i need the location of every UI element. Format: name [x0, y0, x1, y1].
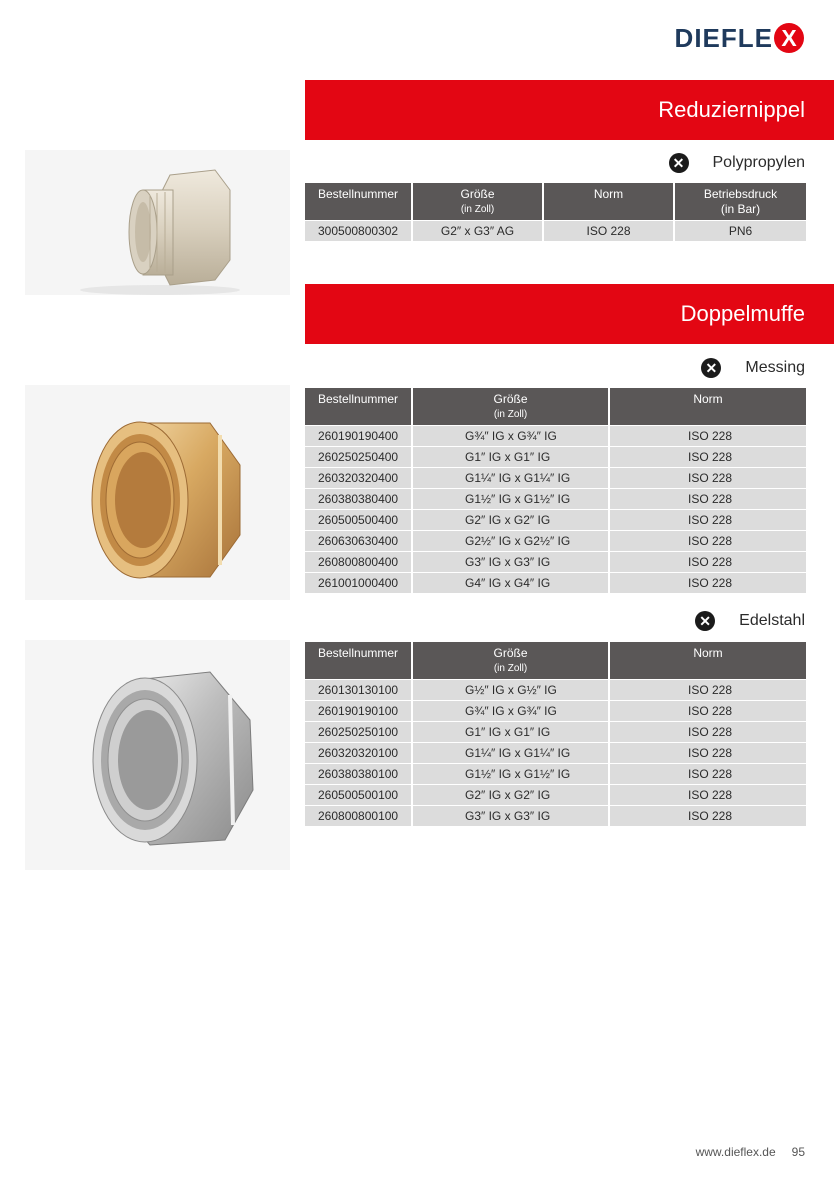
- table-row: [305, 572, 806, 593]
- section-title: Doppelmuffe: [680, 301, 805, 326]
- cell-norm: ISO 228: [610, 446, 806, 467]
- table-row: [305, 467, 806, 488]
- table-header-row: [305, 388, 806, 425]
- cell-norm: ISO 228: [610, 530, 806, 551]
- cell-bestellnummer: 260800800100: [305, 805, 413, 826]
- cell-groesse: G2½″ IG x G2½″ IG: [413, 530, 610, 551]
- col-header-bestellnummer: Bestellnummer: [305, 388, 413, 425]
- section-banner-reduziernippel: [305, 80, 834, 140]
- cell-groesse: G1¼″ IG x G1¼″ IG: [413, 467, 610, 488]
- x-circle-icon: ✕: [701, 358, 721, 378]
- material-name: Polypropylen: [712, 154, 805, 171]
- section-title: Reduziernippel: [658, 97, 805, 122]
- cell-groesse: G1¼″ IG x G1¼″ IG: [413, 742, 610, 763]
- cell-norm: ISO 228: [610, 679, 806, 700]
- col-header-betriebsdruck: Betriebsdruck (in Bar): [675, 183, 806, 220]
- reduziernippel-photo: [25, 150, 290, 295]
- table-header-row: [305, 183, 806, 220]
- cell-norm: ISO 228: [610, 551, 806, 572]
- table-row: [305, 721, 806, 742]
- section-banner-doppelmuffe: [305, 284, 834, 344]
- cell-norm: ISO 228: [610, 742, 806, 763]
- cell-groesse: G½″ IG x G½″ IG: [413, 679, 610, 700]
- steel-doppelmuffe-photo: [25, 640, 290, 870]
- cell-groesse: G1½″ IG x G1½″ IG: [413, 763, 610, 784]
- logo-wordmark: DIEFLE: [674, 22, 773, 53]
- table-doppelmuffe-edelstahl: [305, 642, 806, 826]
- cell-groesse: G1½″ IG x G1½″ IG: [413, 488, 610, 509]
- cell-norm: ISO 228: [610, 509, 806, 530]
- logo-x-mark: X: [774, 23, 804, 53]
- cell-bestellnummer: 260130130100: [305, 679, 413, 700]
- cell-bestellnummer: 260320320100: [305, 742, 413, 763]
- cell-groesse: G2″ IG x G2″ IG: [413, 509, 610, 530]
- table-row: [305, 742, 806, 763]
- material-label-edelstahl: [695, 609, 805, 633]
- cell-norm: ISO 228: [610, 784, 806, 805]
- cell-norm: ISO 228: [610, 467, 806, 488]
- cell-norm: ISO 228: [610, 721, 806, 742]
- table-row: [305, 551, 806, 572]
- col-header-bestellnummer: Bestellnummer: [305, 183, 413, 220]
- cell-groesse: G1″ IG x G1″ IG: [413, 446, 610, 467]
- table-row: [305, 700, 806, 721]
- x-circle-icon: ✕: [669, 153, 689, 173]
- cell-bestellnummer: 260800800400: [305, 551, 413, 572]
- cell-bestellnummer: 260250250400: [305, 446, 413, 467]
- cell-groesse: G¾″ IG x G¾″ IG: [413, 425, 610, 446]
- table-reduziernippel: [305, 183, 806, 241]
- cell-bestellnummer: 260500500400: [305, 509, 413, 530]
- cell-norm: ISO 228: [610, 425, 806, 446]
- table-doppelmuffe-messing: [305, 388, 806, 593]
- table-row: [305, 763, 806, 784]
- col-header-groesse: Größe (in Zoll): [413, 183, 544, 220]
- table-row: [305, 784, 806, 805]
- cell-groesse: G¾″ IG x G¾″ IG: [413, 700, 610, 721]
- col-header-norm: Norm: [610, 642, 806, 679]
- cell-norm: ISO 228: [610, 700, 806, 721]
- cell-groesse: G3″ IG x G3″ IG: [413, 551, 610, 572]
- cell-norm: ISO 228: [610, 572, 806, 593]
- cell-groesse: G3″ IG x G3″ IG: [413, 805, 610, 826]
- cell-betriebsdruck: PN6: [675, 220, 806, 241]
- cell-bestellnummer: 260250250100: [305, 721, 413, 742]
- cell-bestellnummer: 260380380400: [305, 488, 413, 509]
- cell-bestellnummer: 261001000400: [305, 572, 413, 593]
- col-header-groesse: Größe (in Zoll): [413, 388, 610, 425]
- cell-groesse: G2″ x G3″ AG: [413, 220, 544, 241]
- page-number: 95: [791, 1145, 805, 1159]
- cell-norm: ISO 228: [610, 805, 806, 826]
- brass-doppelmuffe-photo: [25, 385, 290, 600]
- material-label-polypropylen: [669, 151, 806, 175]
- cell-bestellnummer: 260630630400: [305, 530, 413, 551]
- col-header-norm: Norm: [610, 388, 806, 425]
- table-row: [305, 488, 806, 509]
- x-circle-icon: ✕: [695, 611, 715, 631]
- cell-bestellnummer: 260190190400: [305, 425, 413, 446]
- cell-groesse: G2″ IG x G2″ IG: [413, 784, 610, 805]
- website-link[interactable]: www.dieflex.de: [695, 1145, 776, 1159]
- cell-bestellnummer: 260380380100: [305, 763, 413, 784]
- table-row: [305, 530, 806, 551]
- table-row: [305, 805, 806, 826]
- table-header-row: [305, 642, 806, 679]
- table-row: [305, 220, 806, 241]
- material-name: Edelstahl: [739, 612, 805, 629]
- table-row: [305, 425, 806, 446]
- col-header-norm: Norm: [544, 183, 675, 220]
- dieflex-logo: [675, 22, 804, 54]
- cell-bestellnummer: 260190190100: [305, 700, 413, 721]
- material-label-messing: [701, 356, 805, 380]
- page-footer: [696, 1145, 805, 1159]
- material-name: Messing: [745, 359, 805, 376]
- cell-norm: ISO 228: [610, 488, 806, 509]
- cell-groesse: G4″ IG x G4″ IG: [413, 572, 610, 593]
- cell-bestellnummer: 300500800302: [305, 220, 413, 241]
- cell-norm: ISO 228: [544, 220, 675, 241]
- cell-bestellnummer: 260500500100: [305, 784, 413, 805]
- table-row: [305, 509, 806, 530]
- col-header-groesse: Größe (in Zoll): [413, 642, 610, 679]
- table-row: [305, 679, 806, 700]
- cell-bestellnummer: 260320320400: [305, 467, 413, 488]
- table-row: [305, 446, 806, 467]
- cell-groesse: G1″ IG x G1″ IG: [413, 721, 610, 742]
- cell-norm: ISO 228: [610, 763, 806, 784]
- col-header-bestellnummer: Bestellnummer: [305, 642, 413, 679]
